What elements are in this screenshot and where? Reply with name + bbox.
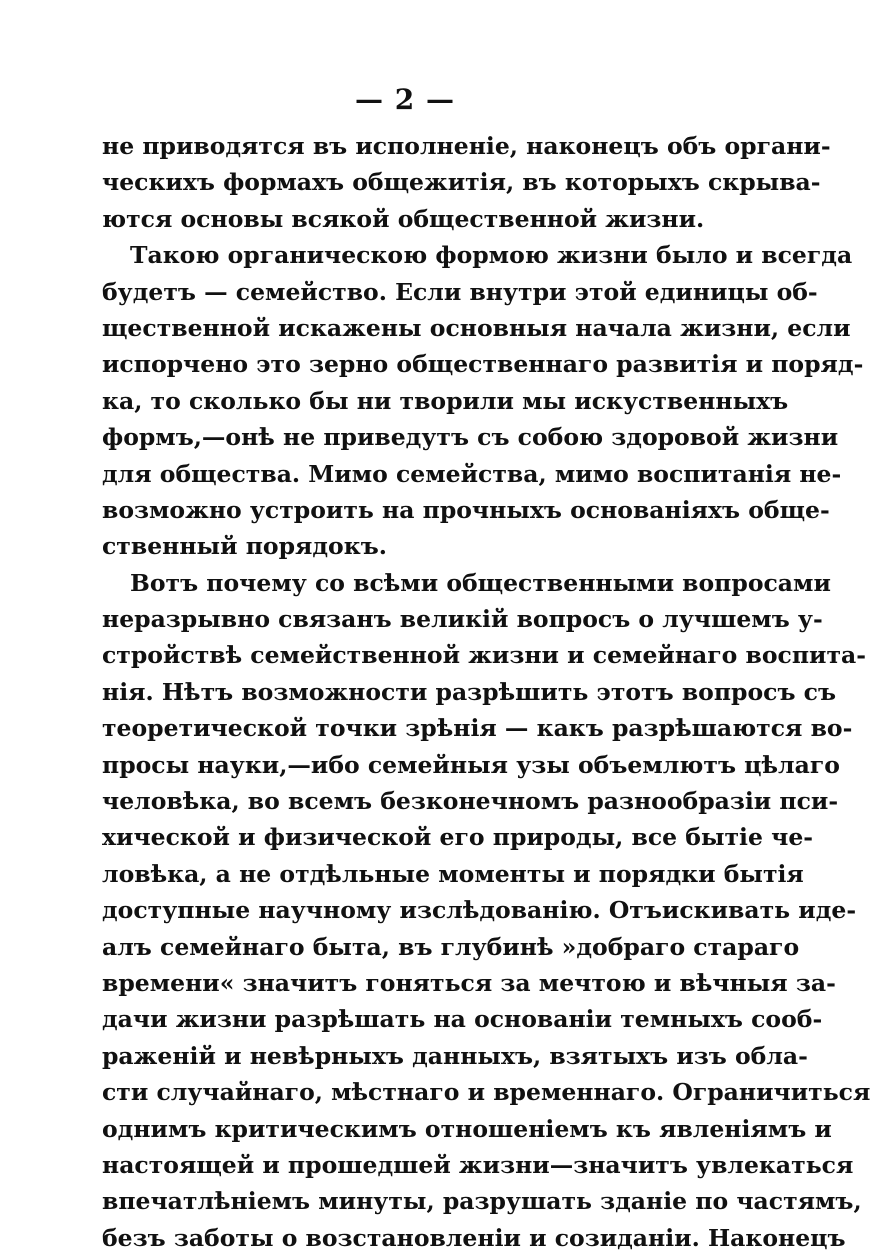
text-line: формъ,—онѣ не приведутъ съ собою здоровой жизни: [102, 423, 839, 452]
text-line: человѣка, во всемъ безконечномъ разнообразіи пси-: [102, 787, 839, 816]
text-line: доступные научному изслѣдованію. Отъискивать иде-: [102, 896, 857, 925]
text-line: испорчено это зерно общественнаго развитія и поряд-: [102, 350, 864, 379]
text-line: раженій и невѣрныхъ данныхъ, взятыхъ изъ обла-: [102, 1041, 808, 1070]
text-line: сти случайнаго, мѣстнаго и временнаго. Ограничиться: [102, 1078, 870, 1107]
text-line: безъ заботы о возстановленіи и созиданіи. Наконецъ: [102, 1223, 846, 1252]
text-line: будетъ — семейство. Если внутри этой единицы об-: [102, 277, 818, 306]
text-line: ка, то сколько бы ни творили мы искуственныхъ: [102, 386, 789, 415]
text-line: хической и физической его природы, все бытіе че-: [102, 823, 814, 852]
text-line: стройствѣ семейственной жизни и семейнаго воспита-: [102, 641, 867, 670]
text-line: времени« значитъ гоняться за мечтою и вѣчныя за-: [102, 968, 836, 997]
text-line: настоящей и прошедшей жизни—значитъ увлекаться: [102, 1150, 854, 1179]
text-line: ческихъ формахъ общежитія, въ которыхъ скрыва-: [102, 168, 821, 197]
text-line: нія. Нѣтъ возможности разрѣшить этотъ вопросъ съ: [102, 677, 836, 706]
text-line: алъ семейнаго быта, въ глубинѣ »добраго стараго: [102, 932, 800, 961]
paragraph-start-line: Вотъ почему со всѣми общественными вопросами: [130, 568, 831, 597]
page-number: — 2 —: [355, 83, 455, 116]
text-line: ственный порядокъ.: [102, 532, 387, 561]
text-line: однимъ критическимъ отношеніемъ къ явленіямъ и: [102, 1114, 832, 1143]
text-line: ются основы всякой общественной жизни.: [102, 204, 705, 233]
text-line: дачи жизни разрѣшать на основаніи темныхъ сооб-: [102, 1005, 823, 1034]
text-line: ловѣка, а не отдѣльные моменты и порядки бытія: [102, 859, 804, 888]
text-line: не приводятся въ исполненіе, наконецъ объ органи-: [102, 132, 831, 160]
text-line: для общества. Мимо семейства, мимо воспитанія не-: [102, 459, 842, 488]
text-line: теоретической точки зрѣнія — какъ разрѣшаются во-: [102, 714, 853, 743]
text-line: возможно устроить на прочныхъ основаніяхъ обще-: [102, 495, 830, 524]
paragraph-start-line: Такою органическою формою жизни было и всегда: [130, 241, 853, 270]
text-line: щественной искажены основныя начала жизни, если: [102, 313, 851, 342]
text-line: впечатлѣніемъ минуты, разрушать зданіе по частямъ,: [102, 1187, 862, 1216]
text-line: неразрывно связанъ великій вопросъ о лучшемъ у-: [102, 605, 823, 634]
text-line: просы науки,—ибо семейныя узы объемлютъ цѣлаго: [102, 750, 840, 779]
body-text: [102, 128, 870, 1256]
